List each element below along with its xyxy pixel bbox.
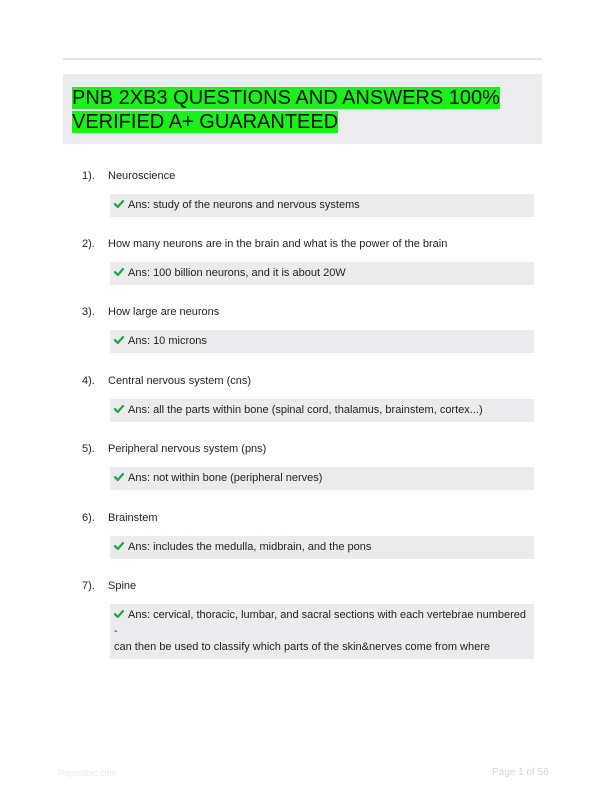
answer-text: Ans: 10 microns [128, 335, 207, 347]
answer-text: Ans: all the parts within bone (spinal cord, thalamus, brainstem, cortex...) [128, 404, 483, 416]
check-icon [114, 404, 124, 414]
question-number: 6). [82, 512, 95, 524]
top-rule [63, 58, 542, 60]
answer-box [110, 330, 534, 353]
answer-box [110, 536, 534, 559]
page-number: Page 1 of 56 [492, 767, 549, 778]
check-icon [114, 541, 124, 551]
title-line-2: VERIFIED A+ GUARANTEED [72, 111, 339, 133]
question-text: Central nervous system (cns) [108, 375, 252, 387]
answer-text-line-2: can then be used to classify which parts of the skin&nerves come from where [114, 641, 491, 653]
title-block [63, 74, 542, 144]
question-text: How large are neurons [108, 306, 220, 318]
footer-watermark: Paperlibic.com [58, 768, 118, 778]
check-icon [114, 199, 124, 209]
check-icon [114, 609, 124, 619]
question-number: 3). [82, 306, 95, 318]
check-icon [114, 335, 124, 345]
question-number: 4). [82, 375, 95, 387]
answer-text: Ans: not within bone (peripheral nerves) [128, 472, 323, 484]
question-number: 7). [82, 580, 95, 592]
document-title [72, 86, 532, 134]
question-text: How many neurons are in the brain and what is the power of the brain [108, 238, 448, 250]
question-number: 1). [82, 170, 95, 182]
question-text: Neuroscience [108, 170, 176, 182]
answer-text: Ans: study of the neurons and nervous systems [128, 199, 360, 211]
answer-box [110, 194, 534, 217]
answer-text: Ans: 100 billion neurons, and it is about 20W [128, 267, 346, 279]
check-icon [114, 267, 124, 277]
question-number: 2). [82, 238, 95, 250]
question-text: Peripheral nervous system (pns) [108, 443, 267, 455]
answer-text-line-1: Ans: cervical, thoracic, lumbar, and sacral sections with each vertebrae numbered - [114, 609, 527, 637]
answer-box [110, 399, 534, 422]
answer-box [110, 604, 534, 659]
question-number: 5). [82, 443, 95, 455]
answer-box [110, 467, 534, 490]
question-text: Brainstem [108, 512, 158, 524]
question-text: Spine [108, 580, 137, 592]
check-icon [114, 472, 124, 482]
title-line-1: PNB 2XB3 QUESTIONS AND ANSWERS 100% [72, 87, 500, 109]
answer-text: Ans: includes the medulla, midbrain, and the pons [128, 541, 372, 553]
answer-box [110, 262, 534, 285]
